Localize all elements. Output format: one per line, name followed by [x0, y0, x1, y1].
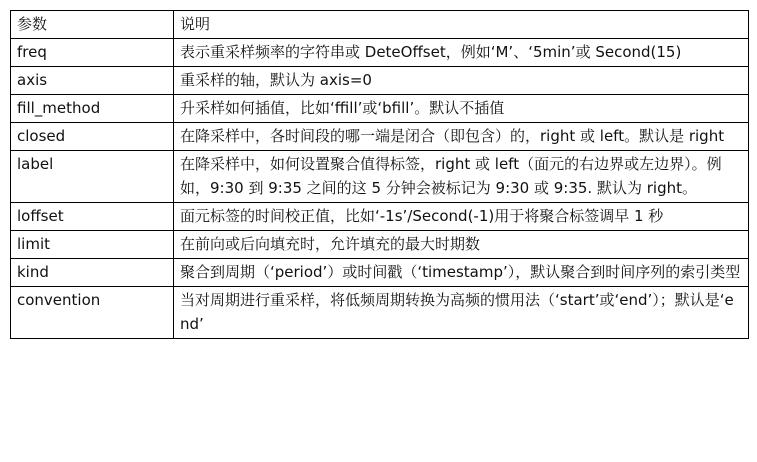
param-name: loffset: [11, 203, 174, 231]
table-row: [11, 67, 749, 95]
param-description: 在降采样中，如何设置聚合值得标签，right 或 left（面元的右边界或左边界）。例如，9:30 到 9:35 之间的这 5 分钟会被标记为 9:30 或 9:35. 默认为 right。: [174, 151, 749, 203]
param-description: 在前向或后向填充时，允许填充的最大时期数: [174, 231, 749, 259]
param-name: kind: [11, 259, 174, 287]
param-description: 重采样的轴，默认为 axis=0: [174, 67, 749, 95]
param-name: axis: [11, 67, 174, 95]
header-param: 参数: [11, 11, 174, 39]
parameter-table: [10, 10, 749, 339]
param-description: 表示重采样频率的字符串或 DeteOffset，例如‘M’、‘5min’或 Second(15): [174, 39, 749, 67]
table-row: [11, 259, 749, 287]
table-row: [11, 95, 749, 123]
table-header-row: [11, 11, 749, 39]
table-row: [11, 287, 749, 339]
param-name: limit: [11, 231, 174, 259]
param-name: freq: [11, 39, 174, 67]
param-description: 当对周期进行重采样，将低频周期转换为高频的惯用法（‘start’或‘end’）；默认是‘end’: [174, 287, 749, 339]
param-description: 在降采样中，各时间段的哪一端是闭合（即包含）的，right 或 left。默认是 right: [174, 123, 749, 151]
param-name: convention: [11, 287, 174, 339]
param-description: 面元标签的时间校正值，比如‘-1s’/Second(-1)用于将聚合标签调早 1 秒: [174, 203, 749, 231]
table-row: [11, 231, 749, 259]
table-row: [11, 151, 749, 203]
param-name: closed: [11, 123, 174, 151]
table-row: [11, 203, 749, 231]
header-description: 说明: [174, 11, 749, 39]
table-row: [11, 39, 749, 67]
param-description: 升采样如何插值，比如‘ffill’或‘bfill’。默认不插值: [174, 95, 749, 123]
param-description: 聚合到周期（‘period’）或时间戳（‘timestamp’），默认聚合到时间序列的索引类型: [174, 259, 749, 287]
param-name: fill_method: [11, 95, 174, 123]
param-name: label: [11, 151, 174, 203]
table-row: [11, 123, 749, 151]
